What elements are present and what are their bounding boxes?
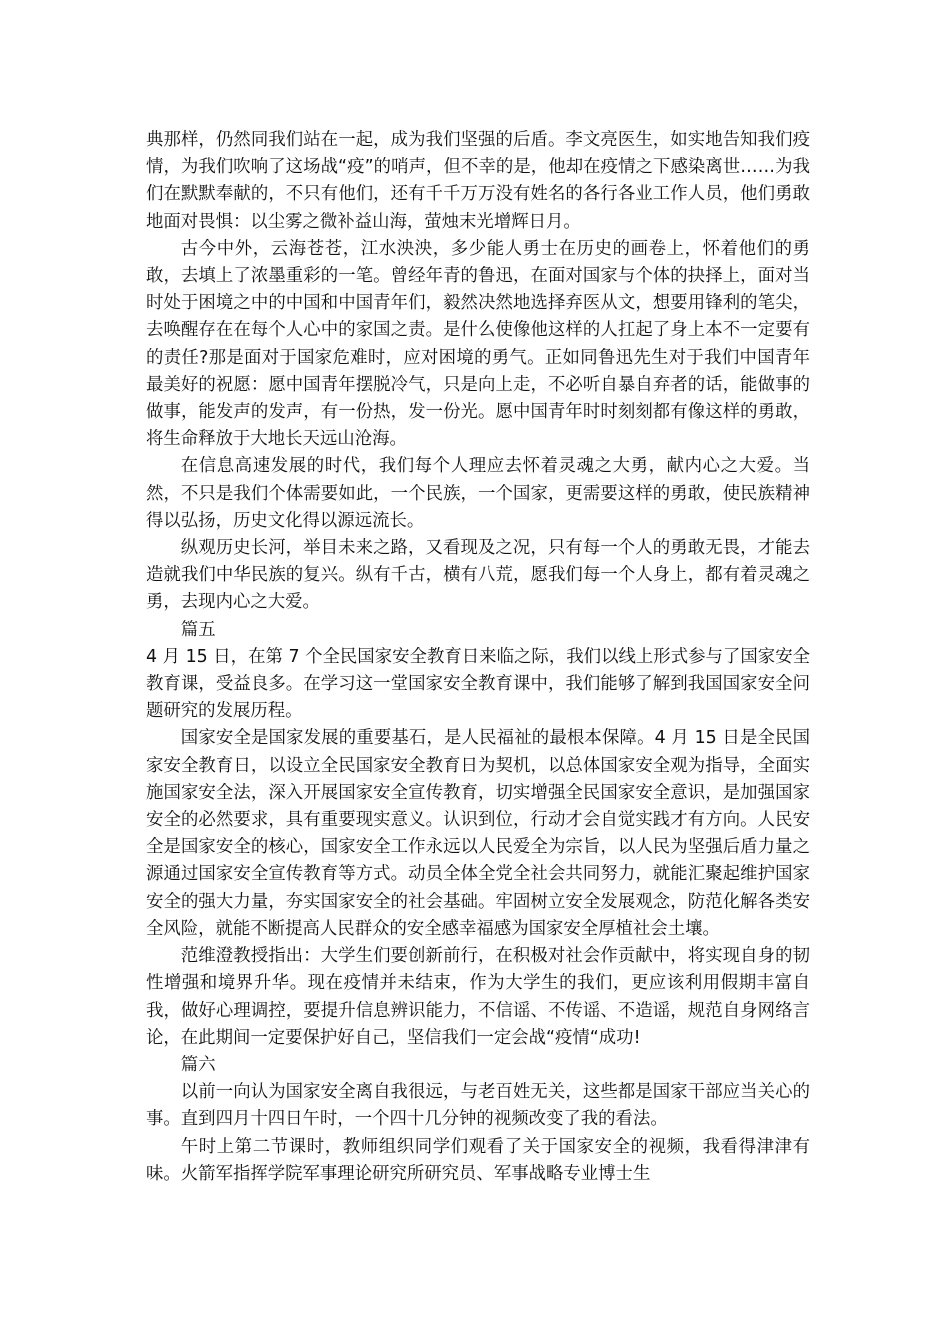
paragraph-former-view: 以前一向认为国家安全离自我很远，与老百姓无关，这些都是国家干部应当关心的事。直到四月十四日午时，一个四十几分钟的视频改变了我的看法。 — [146, 1082, 810, 1130]
paragraph-april-15: 4 月 15 日，在第 7 个全民国家安全教育日来临之际，我们以线上形式参与了国家安全教育课，受益良多。在学习这一堂国家安全教育课中，我们能够了解到我国国家安全问题研究的发展历程。 — [146, 646, 810, 722]
paragraph-national-security: 国家安全是国家发展的重要基石，是人民福祉的最根本保障。4 月 15 日是全民国家安全教育日，以设立全民国家安全教育日为契机，以总体国家安全观为指导，全面实施国家安全法，深入开展国家安全宣传教育，切实增强全民国家安全意识，是加强国家安全的必然要求，具有重要现实意义。认识到位，行动才会自觉实践才有方向。人民安全是国家安全的核心，国家安全工作永远以人民爱全为宗旨，以人民为坚强后盾力量之源通过国家安全宣传教育等方式。动员全体全党全社会共同努力，就能汇聚起维护国家安全的强大力量，夯实国家安全的社会基础。牢固树立安全发展观念，防范化解各类安全风险，就能不断提高人民群众的安全感幸福感为国家安全厚植社会土壤。 — [146, 728, 810, 939]
paragraph-lu-xun: 古今中外，云海苍苍，江水泱泱，多少能人勇士在历史的画卷上，怀着他们的勇敢，去填上了浓墨重彩的一笔。曾经年青的鲁迅，在面对国家与个体的抉择上，面对当时处于困境之中的中国和中国青年们，毅然决然地选择弃医从文，想要用锋利的笔尖，去唤醒存在在每个人心中的家国之责。是什么使像他这样的人扛起了身上本不一定要有的责任?那是面对于国家危难时，应对困境的勇气。正如同鲁迅先生对于我们中国青年最美好的祝愿：愿中国青年摆脱冷气，只是向上走，不必听自暴自弃者的话，能做事的做事，能发声的发声，有一份热，发一份光。愿中国青年时时刻刻都有像这样的勇敢，将生命释放于大地长天远山沧海。 — [146, 238, 810, 450]
paragraph-fan-weicheng: 范维澄教授指出：大学生们要创新前行，在积极对社会作贡献中，将实现自身的韧性增强和境界升华。现在疫情并未结束，作为大学生的我们，更应该利用假期丰富自我，做好心理调控，要提升信息辨识能力，不信谣、不传谣、不造谣，规范自身网络言论，在此期间一定要保护好自己，坚信我们一定会战“疫情“成功! — [146, 946, 810, 1048]
paragraph-continuation: 典那样，仍然同我们站在一起，成为我们坚强的后盾。李文亮医生，如实地告知我们疫情，为我们吹响了这场战“疫”的哨声，但不幸的是，他却在疫情之下感染离世……为我们在默默奉献的，不只有他们，还有千千万万没有姓名的各行各业工作人员，他们勇敢地面对畏惧：以尘雾之微补益山海，萤烛末光增辉日月。 — [146, 130, 810, 232]
paragraph-history: 纵观历史长河，举目未来之路，又看现及之况，只有每一个人的勇敢无畏，才能去造就我们中华民族的复兴。纵有千古，横有八荒，愿我们每一个人身上，都有着灵魂之勇，去现内心之大爱。 — [146, 538, 810, 613]
paragraph-video-lesson: 午时上第二节课时，教师组织同学们观看了关于国家安全的视频，我看得津津有味。火箭军指挥学院军事理论研究所研究员、军事战略专业博士生 — [146, 1136, 810, 1184]
paragraph-information-era: 在信息高速发展的时代，我们每个人理应去怀着灵魂之大勇，献内心之大爱。当然，不只是我们个体需要如此，一个民族，一个国家，更需要这样的勇敢，使民族精神得以弘扬，历史文化得以源远流长。 — [146, 456, 810, 531]
section-heading-6: 篇六 — [180, 1054, 216, 1075]
document-body — [146, 127, 810, 1188]
section-heading-5: 篇五 — [180, 619, 216, 640]
